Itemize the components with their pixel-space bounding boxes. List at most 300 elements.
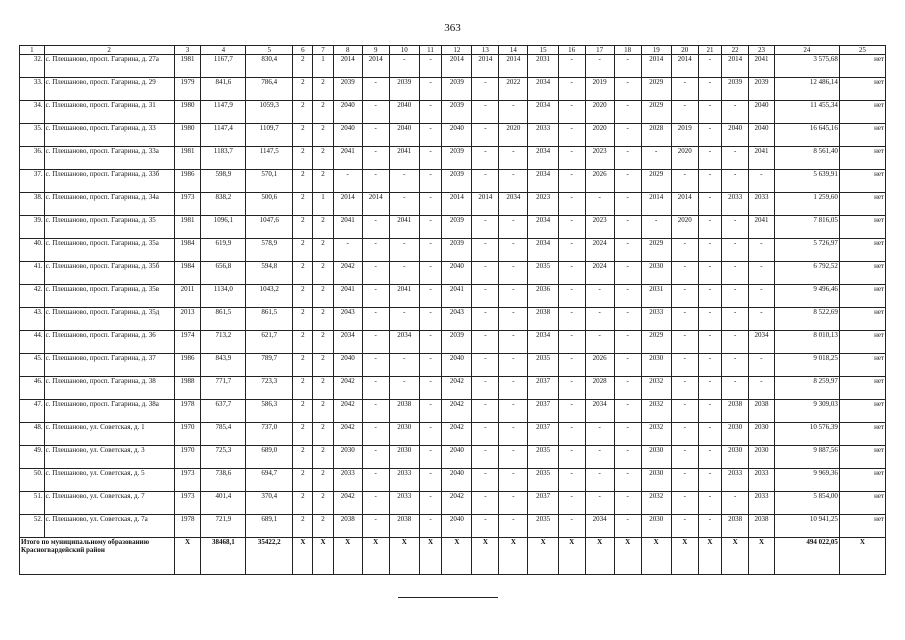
table-cell: - [641,216,671,239]
table-cell: 2019 [671,124,698,147]
footer-divider [398,597,498,598]
table-cell: 2038 [333,515,362,538]
table-cell: 2039 [442,170,472,193]
table-cell: 2042 [333,262,362,285]
table-cell: - [419,170,441,193]
table-cell: 8 522,69 [774,308,839,331]
table-cell: 12 486,14 [774,78,839,101]
table-cell: 2034 [585,515,614,538]
table-cell: - [389,308,419,331]
table-cell: 621,7 [246,331,293,354]
total-cell: X [333,538,362,575]
table-cell: - [641,147,671,170]
table-cell: - [558,492,585,515]
total-label: Итого по муниципальному образованию Красногвардейский район [20,538,175,575]
table-row [20,262,886,285]
table-cell: - [362,262,389,285]
table-cell: 2 [313,377,333,400]
table-cell: 51. [20,492,45,515]
table-cell: 2014 [333,55,362,78]
table-cell: - [558,262,585,285]
table-cell: - [499,354,528,377]
table-cell: 2038 [749,515,775,538]
table-cell: 2037 [528,492,558,515]
column-header: 18 [614,46,641,55]
address-cell: с. Плешаново, просп. Гагарина, д. 35а [44,239,174,262]
table-cell: 2034 [389,331,419,354]
table-cell: - [614,331,641,354]
table-cell: 2023 [585,147,614,170]
table-cell: 8 259,97 [774,377,839,400]
table-cell: 1986 [174,170,201,193]
table-cell: 2034 [528,239,558,262]
table-cell: - [749,354,775,377]
table-cell: 2041 [389,216,419,239]
table-cell: 2034 [749,331,775,354]
table-cell: 2034 [528,78,558,101]
table-cell: 637,7 [201,400,246,423]
table-cell: 2039 [442,147,472,170]
table-cell: 1047,6 [246,216,293,239]
table-cell: - [722,147,749,170]
table-cell: - [614,285,641,308]
table-row [20,216,886,239]
table-cell: 2031 [641,285,671,308]
table-cell: - [614,55,641,78]
table-cell: 2030 [722,446,749,469]
column-header: 11 [419,46,441,55]
table-cell: 2 [313,469,333,492]
table-cell: 1988 [174,377,201,400]
table-cell: - [722,354,749,377]
table-cell: 2030 [641,515,671,538]
table-cell: 2039 [333,78,362,101]
table-cell: - [749,262,775,285]
table-cell: 2038 [528,308,558,331]
table-cell: - [558,101,585,124]
table-cell: нет [839,78,885,101]
table-cell: 10 576,39 [774,423,839,446]
table-cell: 1147,4 [201,124,246,147]
table-cell: 2040 [442,469,472,492]
table-cell: - [698,239,722,262]
table-cell: нет [839,446,885,469]
table-cell: - [472,101,499,124]
housing-table-container [19,45,886,575]
table-cell: - [698,354,722,377]
table-cell: 11 455,34 [774,101,839,124]
column-header: 25 [839,46,885,55]
table-row [20,124,886,147]
table-cell: 2030 [389,423,419,446]
table-cell: - [698,170,722,193]
table-cell: - [419,469,441,492]
column-header: 14 [499,46,528,55]
table-cell: 2 [313,400,333,423]
column-header: 16 [558,46,585,55]
table-cell: 2040 [442,446,472,469]
column-header: 17 [585,46,614,55]
table-cell: - [614,492,641,515]
table-cell: - [749,170,775,193]
table-cell: 2039 [442,331,472,354]
table-cell: 1984 [174,262,201,285]
table-cell: 1981 [174,55,201,78]
table-cell: - [472,239,499,262]
table-cell: 721,9 [201,515,246,538]
total-cell: X [499,538,528,575]
table-cell: 500,6 [246,193,293,216]
column-header: 24 [774,46,839,55]
address-cell: с. Плешаново, просп. Гагарина, д. 31 [44,101,174,124]
table-cell: - [698,216,722,239]
table-cell: - [472,78,499,101]
table-cell: нет [839,239,885,262]
table-cell: - [362,78,389,101]
table-cell: 2029 [641,101,671,124]
table-cell: 2 [293,55,313,78]
total-cell: X [641,538,671,575]
total-cell: X [362,538,389,575]
table-cell: - [472,147,499,170]
table-cell: 37. [20,170,45,193]
address-cell: с. Плешаново, просп. Гагарина, д. 36 [44,331,174,354]
table-cell: - [671,400,698,423]
table-cell: 2041 [749,55,775,78]
table-cell: 586,3 [246,400,293,423]
table-cell: 50. [20,469,45,492]
table-cell: 2023 [585,216,614,239]
table-row [20,101,886,124]
table-cell: нет [839,354,885,377]
table-cell: 2034 [585,400,614,423]
table-cell: 2014 [442,55,472,78]
table-cell: - [362,147,389,170]
table-cell: нет [839,423,885,446]
table-cell: 1981 [174,147,201,170]
table-cell: 2042 [442,400,472,423]
column-header: 22 [722,46,749,55]
table-cell: 2034 [333,331,362,354]
table-cell: 2 [293,308,313,331]
table-cell: 2041 [749,147,775,170]
table-cell: 44. [20,331,45,354]
table-cell: - [722,101,749,124]
table-cell: 2020 [499,124,528,147]
table-cell: 2033 [528,124,558,147]
table-cell: 2033 [722,469,749,492]
table-cell: - [472,331,499,354]
table-row [20,515,886,538]
table-cell: 838,2 [201,193,246,216]
table-cell: 2040 [442,124,472,147]
table-cell: - [558,124,585,147]
table-cell: 2038 [389,515,419,538]
table-cell: 2029 [641,170,671,193]
table-cell: 1147,9 [201,101,246,124]
table-cell: 40. [20,239,45,262]
table-cell: - [472,170,499,193]
table-cell: 2014 [472,193,499,216]
table-cell: - [499,101,528,124]
table-cell: - [585,55,614,78]
address-cell: с. Плешаново, просп. Гагарина, д. 29 [44,78,174,101]
table-row [20,423,886,446]
table-cell: 9 969,36 [774,469,839,492]
table-cell: - [671,101,698,124]
table-cell: 2 [313,170,333,193]
address-cell: с. Плешаново, просп. Гагарина, д. 38 [44,377,174,400]
table-cell: 2033 [749,469,775,492]
column-number-row [20,46,886,55]
table-cell: 48. [20,423,45,446]
address-cell: с. Плешаново, просп. Гагарина, д. 35в [44,285,174,308]
table-cell: нет [839,124,885,147]
table-cell: - [698,469,722,492]
table-cell: 2014 [472,55,499,78]
table-cell: 2 [313,101,333,124]
address-cell: с. Плешаново, ул. Советская, д. 5 [44,469,174,492]
table-cell: - [333,239,362,262]
table-cell: 49. [20,446,45,469]
table-cell: 2 [293,400,313,423]
table-cell: 2 [313,78,333,101]
column-header: 7 [313,46,333,55]
table-cell: нет [839,193,885,216]
total-cell: X [174,538,201,575]
table-cell: 861,5 [246,308,293,331]
table-cell: 2 [293,515,313,538]
address-cell: с. Плешаново, ул. Советская, д. 7 [44,492,174,515]
table-cell: - [671,492,698,515]
total-cell: X [749,538,775,575]
table-cell: - [362,216,389,239]
table-cell: - [362,170,389,193]
table-cell: - [698,492,722,515]
table-cell: 2030 [389,446,419,469]
table-cell: 2033 [333,469,362,492]
table-cell: 2014 [641,55,671,78]
table-cell: 2041 [749,216,775,239]
table-cell: - [614,423,641,446]
table-cell: - [472,515,499,538]
table-row [20,446,886,469]
table-cell: 16 645,16 [774,124,839,147]
table-cell: 5 854,00 [774,492,839,515]
table-cell: 2028 [641,124,671,147]
table-cell: - [419,308,441,331]
table-cell: 1043,2 [246,285,293,308]
table-cell: - [698,55,722,78]
table-cell: 2024 [585,262,614,285]
table-cell: - [671,262,698,285]
table-cell: - [419,239,441,262]
table-cell: 2040 [722,124,749,147]
table-cell: 2036 [528,285,558,308]
table-cell: - [614,308,641,331]
table-cell: 2033 [389,492,419,515]
table-cell: - [585,331,614,354]
table-cell: - [419,285,441,308]
table-cell: 3 575,68 [774,55,839,78]
table-cell: 41. [20,262,45,285]
table-cell: 861,5 [201,308,246,331]
table-cell: 2 [293,216,313,239]
table-cell: 2039 [442,78,472,101]
column-header: 23 [749,46,775,55]
table-cell: 2030 [749,423,775,446]
table-cell: - [499,446,528,469]
table-cell: 841,6 [201,78,246,101]
table-cell: - [558,331,585,354]
table-cell: - [558,446,585,469]
table-cell: 786,4 [246,78,293,101]
table-cell: - [614,170,641,193]
table-cell: 738,6 [201,469,246,492]
table-cell: 5 726,97 [774,239,839,262]
total-cell: X [528,538,558,575]
table-cell: 2033 [749,492,775,515]
table-cell: - [749,285,775,308]
table-cell: 725,3 [201,446,246,469]
table-cell: нет [839,170,885,193]
table-cell: - [362,285,389,308]
table-cell: 2040 [442,262,472,285]
table-cell: - [585,492,614,515]
table-cell: - [472,285,499,308]
table-cell: - [614,193,641,216]
table-cell: 789,7 [246,354,293,377]
table-cell: 2033 [641,308,671,331]
column-header: 6 [293,46,313,55]
address-cell: с. Плешаново, ул. Советская, д. 3 [44,446,174,469]
total-cell: X [614,538,641,575]
table-cell: - [362,423,389,446]
table-cell: - [499,423,528,446]
table-cell: - [749,308,775,331]
table-cell: 2 [293,147,313,170]
table-cell: 2026 [585,170,614,193]
table-cell: 2030 [749,446,775,469]
table-cell: 2033 [389,469,419,492]
column-header: 3 [174,46,201,55]
table-cell: - [419,423,441,446]
total-cell: X [293,538,313,575]
address-cell: с. Плешаново, просп. Гагарина, д. 35д [44,308,174,331]
table-cell: - [698,515,722,538]
table-cell: - [671,377,698,400]
total-cell: X [472,538,499,575]
table-cell: 2013 [174,308,201,331]
address-cell: с. Плешаново, ул. Советская, д. 1 [44,423,174,446]
table-cell: 2032 [641,400,671,423]
table-cell: - [671,354,698,377]
table-cell: 2042 [442,492,472,515]
table-cell: 2 [293,446,313,469]
table-cell: 1970 [174,446,201,469]
total-cell: 35422,2 [246,538,293,575]
table-cell: - [671,285,698,308]
table-cell: 2037 [528,423,558,446]
table-row [20,285,886,308]
table-cell: 2042 [442,377,472,400]
table-cell: 2042 [333,423,362,446]
table-cell: - [472,446,499,469]
table-cell: 46. [20,377,45,400]
table-cell: 2 [293,469,313,492]
table-cell: 2033 [749,193,775,216]
table-cell: нет [839,55,885,78]
table-cell: - [499,147,528,170]
table-cell: 2020 [585,124,614,147]
table-cell: - [585,308,614,331]
table-cell: - [698,423,722,446]
table-cell: 2 [293,492,313,515]
table-cell: 2030 [641,262,671,285]
table-cell: 2 [293,101,313,124]
column-header: 9 [362,46,389,55]
table-cell: - [419,78,441,101]
table-cell: - [499,515,528,538]
table-cell: 2 [313,216,333,239]
table-cell: - [499,331,528,354]
table-cell: 2014 [333,193,362,216]
table-cell: 1147,5 [246,147,293,170]
table-cell: 1973 [174,492,201,515]
table-row [20,239,886,262]
table-cell: 38. [20,193,45,216]
table-cell: 2020 [585,101,614,124]
table-cell: 2034 [528,170,558,193]
table-cell: - [671,170,698,193]
table-cell: 1981 [174,216,201,239]
table-cell: 2 [313,239,333,262]
table-cell: 2042 [333,400,362,423]
address-cell: с. Плешаново, ул. Советская, д. 7а [44,515,174,538]
table-cell: 2040 [442,354,472,377]
table-cell: - [472,400,499,423]
table-cell: - [499,285,528,308]
table-cell: 2014 [671,55,698,78]
table-cell: 689,0 [246,446,293,469]
table-cell: нет [839,216,885,239]
table-cell: - [362,515,389,538]
table-cell: 2014 [362,55,389,78]
column-header: 20 [671,46,698,55]
table-cell: 843,9 [201,354,246,377]
column-header: 8 [333,46,362,55]
table-cell: 6 792,52 [774,262,839,285]
table-cell: 9 309,03 [774,400,839,423]
table-cell: - [333,170,362,193]
table-cell: - [419,377,441,400]
table-cell: 2023 [528,193,558,216]
total-cell: X [698,538,722,575]
total-cell: X [671,538,698,575]
table-cell: 2034 [528,216,558,239]
total-cell: X [419,538,441,575]
table-cell: - [499,400,528,423]
total-cell: 494 022,05 [774,538,839,575]
table-cell: - [558,308,585,331]
table-cell: - [389,170,419,193]
table-cell: - [419,446,441,469]
table-cell: 9 887,56 [774,446,839,469]
table-cell: 2032 [641,492,671,515]
table-cell: 2030 [641,469,671,492]
total-cell: X [722,538,749,575]
table-cell: 1986 [174,354,201,377]
